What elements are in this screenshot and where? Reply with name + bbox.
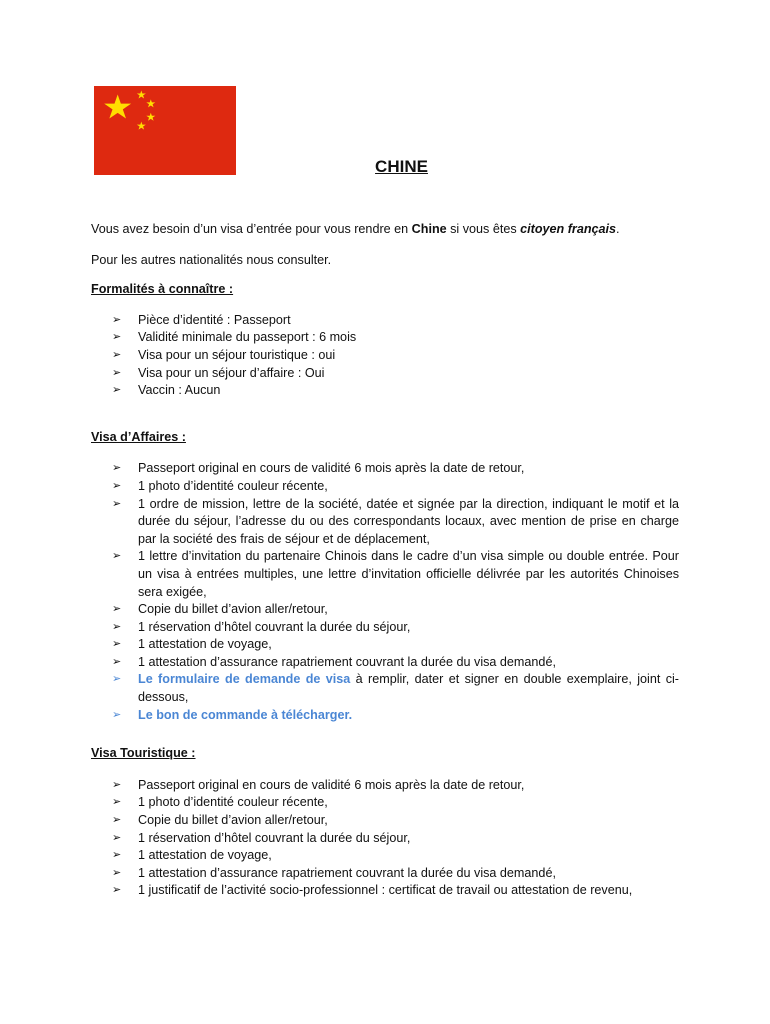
list-item-text: 1 réservation d’hôtel couvrant la durée du séjour, — [138, 619, 411, 634]
arrow-bullet-icon: ➢ — [112, 831, 122, 844]
arrow-bullet-icon: ➢ — [112, 884, 122, 897]
list-item — [91, 365, 679, 383]
intro-paragraph — [91, 221, 679, 239]
list-item — [91, 347, 679, 365]
visa-affaires-list — [91, 460, 679, 724]
list-item-text: 1 attestation d’assurance rapatriement couvrant la durée du visa demandé, — [138, 865, 556, 880]
arrow-bullet-icon: ➢ — [112, 814, 122, 827]
intro-end: . — [616, 222, 620, 236]
list-item — [91, 548, 679, 601]
list-item-text: Validité minimale du passeport : 6 mois — [138, 330, 357, 345]
order-form-download-link[interactable]: Le bon de commande à télécharger. — [138, 707, 353, 722]
intro-citizen: citoyen français — [520, 222, 617, 236]
intro-text-2: si vous êtes — [446, 222, 521, 236]
list-item-text: Passeport original en cours de validité 6 mois après la date de retour, — [138, 461, 525, 476]
list-item-text: 1 attestation d’assurance rapatriement couvrant la durée du visa demandé, — [138, 654, 556, 669]
arrow-bullet-icon: ➢ — [112, 638, 122, 651]
page-title: CHINE — [375, 157, 428, 176]
list-item — [91, 707, 679, 725]
list-item — [91, 830, 679, 848]
list-item — [91, 478, 679, 496]
arrow-bullet-icon: ➢ — [112, 708, 122, 721]
visa-form-link[interactable]: Le formulaire de demande de visa — [138, 672, 351, 687]
list-item — [91, 671, 679, 706]
list-item — [91, 619, 679, 637]
intro-text-1: Vous avez besoin d’un visa d’entrée pour vous rendre en — [91, 222, 412, 236]
list-item-text: à remplir, dater et signer en double exemplaire, joint ci-dessous, — [138, 672, 679, 705]
list-item-text: Vaccin : Aucun — [138, 383, 221, 398]
arrow-bullet-icon: ➢ — [112, 384, 122, 397]
arrow-bullet-icon: ➢ — [112, 620, 122, 633]
arrow-bullet-icon: ➢ — [112, 348, 122, 361]
visa-touristique-heading: Visa Touristique : — [91, 746, 196, 761]
intro-country: Chine — [411, 222, 447, 236]
list-item — [91, 847, 679, 865]
arrow-bullet-icon: ➢ — [112, 655, 122, 668]
arrow-bullet-icon: ➢ — [112, 603, 122, 616]
other-nationalities-text: Pour les autres nationalités nous consulter. — [91, 252, 332, 267]
list-item — [91, 329, 679, 347]
list-item-text: 1 ordre de mission, lettre de la société, datée et signée par la direction, indiquant le motif et la durée du séjour, l’adresse du ou des correspondants locaux, avec mention de prise en charge par la société des frais de séjour et de déplacement, — [138, 496, 679, 546]
list-item — [91, 382, 679, 400]
list-item-text: 1 attestation de voyage, — [138, 637, 272, 652]
arrow-bullet-icon: ➢ — [112, 673, 122, 686]
formalites-heading: Formalités à connaître : — [91, 282, 234, 297]
list-item — [91, 636, 679, 654]
list-item — [91, 882, 679, 900]
list-item-text: Pièce d’identité : Passeport — [138, 312, 291, 327]
formalites-list — [91, 312, 679, 400]
list-item — [91, 654, 679, 672]
arrow-bullet-icon: ➢ — [112, 462, 122, 475]
list-item-text: Passeport original en cours de validité 6 mois après la date de retour, — [138, 777, 525, 792]
list-item — [91, 460, 679, 478]
list-item — [91, 865, 679, 883]
arrow-bullet-icon: ➢ — [112, 796, 122, 809]
visa-affaires-heading: Visa d’Affaires : — [91, 429, 186, 444]
visa-touristique-list — [91, 777, 679, 900]
list-item — [91, 312, 679, 330]
arrow-bullet-icon: ➢ — [112, 778, 122, 791]
list-item — [91, 777, 679, 795]
list-item-text: 1 lettre d’invitation du partenaire Chinois dans le cadre d’un visa simple ou double entrée. Pour un visa à entrées multiples, une lettre d’invitation officielle délivrée par les autorités Chinoises sera exigée, — [138, 549, 679, 599]
list-item-text: 1 photo d’identité couleur récente, — [138, 795, 328, 810]
arrow-bullet-icon: ➢ — [112, 331, 122, 344]
list-item-text: Visa pour un séjour d’affaire : Oui — [138, 365, 325, 380]
arrow-bullet-icon: ➢ — [112, 550, 122, 563]
arrow-bullet-icon: ➢ — [112, 849, 122, 862]
list-item-text: Copie du billet d’avion aller/retour, — [138, 813, 328, 828]
list-item — [91, 601, 679, 619]
arrow-bullet-icon: ➢ — [112, 866, 122, 879]
list-item-text: Visa pour un séjour touristique : oui — [138, 347, 336, 362]
arrow-bullet-icon: ➢ — [112, 479, 122, 492]
list-item — [91, 794, 679, 812]
list-item-text: 1 attestation de voyage, — [138, 848, 272, 863]
arrow-bullet-icon: ➢ — [112, 366, 122, 379]
arrow-bullet-icon: ➢ — [112, 313, 122, 326]
list-item-text: 1 photo d’identité couleur récente, — [138, 478, 328, 493]
list-item — [91, 812, 679, 830]
arrow-bullet-icon: ➢ — [112, 497, 122, 510]
document-body — [91, 221, 679, 900]
list-item-text: Copie du billet d’avion aller/retour, — [138, 602, 328, 617]
list-item-text: 1 réservation d’hôtel couvrant la durée du séjour, — [138, 830, 411, 845]
list-item — [91, 496, 679, 549]
list-item-text: 1 justificatif de l’activité socio-professionnel : certificat de travail ou attestation de revenu, — [138, 883, 633, 898]
